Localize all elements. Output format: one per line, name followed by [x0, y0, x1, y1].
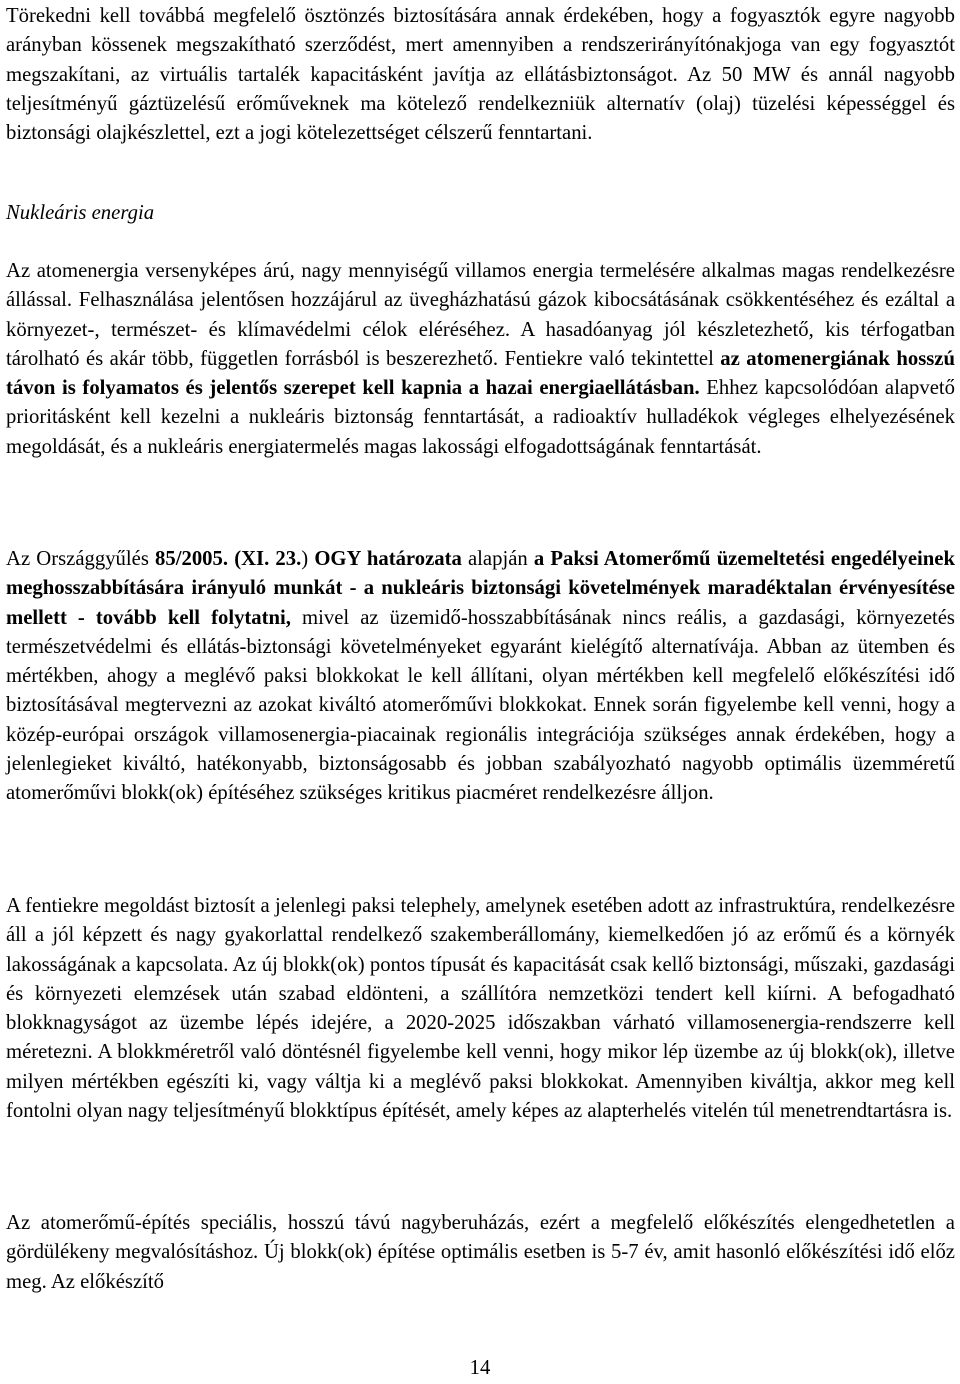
paragraph-interruptible-contracts: Törekedni kell továbbá megfelelő ösztönzés biztosítására annak érdekében, hogy a fogyasztók egyre nagyobb arányban kössenek megszakítható szerződést, mert amennyiben a rendszerirányítónakjoga van egy fogyasztót megszakítani, az virtuális tartalék kapacitásként javítja az ellátásbiztonságot. Az 50 MW és annál nagyobb teljesítményű gáztüzelésű erőműveknek ma kötelező rendelkezniük alternatív (olaj) tüzelési képességgel és biztonsági olajkészlettel, ezt a jogi kötelezettséget célszerű fenntartani.: [6, 5, 955, 145]
paragraph-construction-preparation: Az atomerőmű-építés speciális, hosszú távú nagyberuházás, ezért a megfelelő előkészítés elengedhetetlen a gördülékeny megvalósításhoz. Új blokk(ok) építése optimális esetben is 5-7 év, amit hasonló előkészítési idő előz meg. Az előkészítő: [6, 1212, 955, 1293]
bold-text-run: az atomenergiának hosszú távon is folyamatos és jelentős szerepet kell kapnia a hazai energiaellátásban.: [6, 347, 955, 400]
text-run: alapján: [461, 548, 534, 570]
paragraph-nuclear-energy-role: [6, 257, 955, 462]
bold-text-run: OGY határozata: [314, 548, 462, 570]
page-number: 14: [469, 1357, 491, 1379]
paragraph-parliament-resolution: [6, 545, 955, 809]
paragraph-paks-site: A fentiekre megoldást biztosít a jelenlegi paksi telephely, amelynek esetében adott az infrastruktúra, rendelkezésre áll a jól képzett és nagy gyakorlattal rendelkező szakemberállomány, kiemelkedően jó az erőmű és a környék lakosságának a kapcsolata. Az új blokk(ok) pontos típusát és kapacitását csak kellő biztonsági, műszaki, gazdasági és környezeti elemzések után szabad eldönteni, a szállítóra nemzetközi tendert kell kiírni. A befogadható blokknagyságot az üzembe lépés idejére, a 2020-2025 időszakban várható villamosenergia-rendszerre kell méretezni. A blokkméretről való döntésnél figyelembe kell venni, hogy mikor lép üzembe az új blokk(ok), illetve milyen mértékben egészíti ki, vagy váltja ki a meglévő paksi blokkokat. Amennyiben kiváltja, akkor meg kell fontolni olyan nagy teljesítményű blokktípus építését, amely képes az alapterhelés vitelén túl menetrendtartásra is.: [6, 895, 955, 1123]
text-run: mivel az üzemidő-hosszabbításának nincs reális, a gazdasági, környezetés természetvédelmi és ellátás-biztonsági követelményeket egyaránt kielégítő alternatívája. Abban az ütemben és mértékben, ahogy a meglévő paksi blokkokat le kell állítani, olyan mértékben kell megfelelő előkészítési idő biztosításával megtervezni az azokat kiváltó atomerőművi blokkokat. Ennek során figyelembe kell venni, hogy a közép-európai országok villamosenergia-piacainak regionális integrációja szükséges annak érdekében, hogy a jelenlegieket kiváltó, hatékonyabb, biztonságosabb és jobban szabályozható nagyobb optimális üzemméretű atomerőművi blokk(ok) építéséhez szükséges kritikus piacméret rendelkezésre álljon.: [6, 606, 955, 805]
bold-text-run: a Paksi Atomerőmű üzemeltetési engedélyeinek meghosszabbítására irányuló munkát - a nukleáris biztonsági követelmények maradéktalan érvényesítése mellett - tovább kell folytatni,: [6, 548, 955, 629]
bold-text-run: 85/2005. (XI. 23.: [155, 548, 302, 570]
section-heading-nuclear-energy: Nukleáris energia: [6, 202, 155, 224]
text-run: ): [301, 548, 315, 570]
text-run: Az Országgyűlés: [6, 548, 156, 570]
text-run: Ehhez kapcsolódóan alapvető prioritásként kell kezelni a nukleáris biztonság fenntartását, a radioaktív hulladékok végleges elhelyezésének megoldását, és a nukleáris energiatermelés magas lakossági elfogadottságának fenntartását.: [6, 377, 955, 458]
text-run: Az atomenergia versenyképes árú, nagy mennyiségű villamos energia termelésére alkalmas magas rendelkezésre állással. Felhasználása jelentősen hozzájárul az üvegházhatású gázok kibocsátásának csökkentéséhez és ezáltal a környezet-, természet- és klímavédelmi célok eléréséhez. A hasadóanyag jól készletezhető, kis térfogatban tárolható és akár több, független forrásból is beszerezhető. Fentiekre való tekintettel: [6, 260, 955, 370]
